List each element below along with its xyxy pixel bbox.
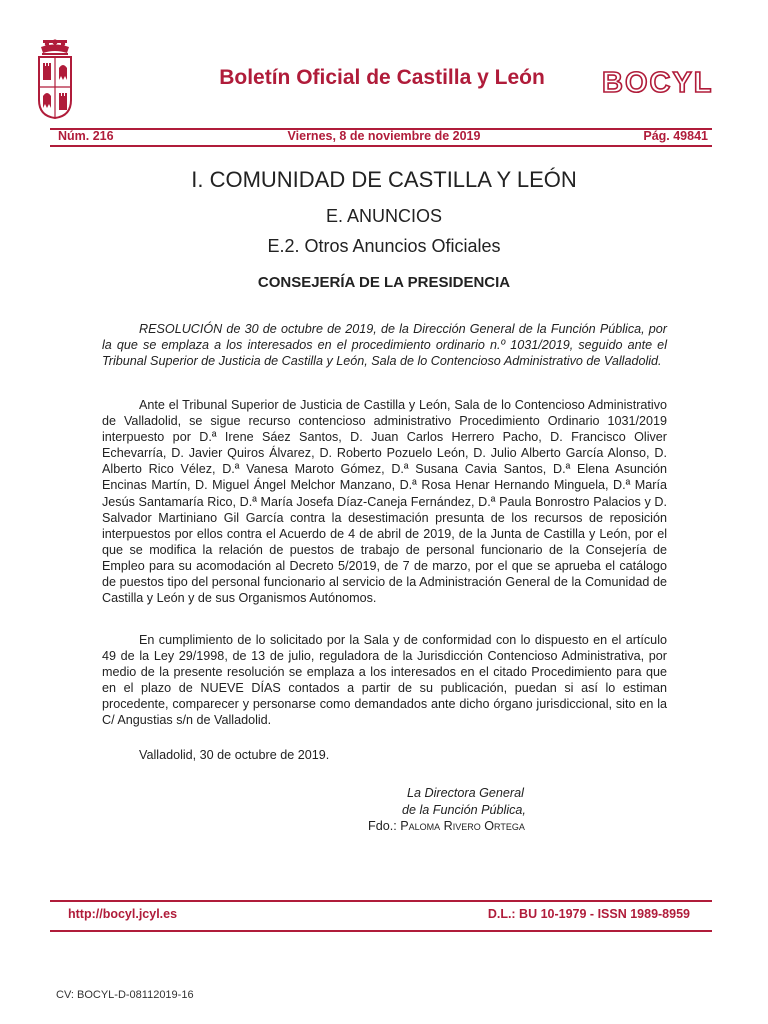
place-date: Valladolid, 30 de octubre de 2019. <box>139 748 330 762</box>
footer-legal-deposit: D.L.: BU 10-1979 - ISSN 1989-8959 <box>487 907 690 921</box>
signatory-role-line-1: La Directora General <box>407 786 524 800</box>
body-paragraph-1: Ante el Tribunal Superior de Justicia de Castilla y León, Sala de lo Contencioso Administrativo de Valladolid, se sigue recurso contencioso administrativo Procedimiento Ordinario 1031/2019 interpuesto por D.ª Irene Sáez Santos, D. Juan Carlos Herrero Pacho, D. Francisco Oliver Echevarría, D. Javier Quiros Álvarez, D. Roberto Pozuelo León, D. Julio Alberto García Alonso, D. Alberto Rico Vélez, D.ª Vanesa Maroto Gómez, D.ª Susana Cavia Santos, D.ª Elena Asunción Encinas Martín, D. Miguel Ángel Melchor Manzano, D.ª Rosa Henar Hernando Minguela, D.ª María Jesús Santamaría Rico, D.ª María Josefa Díaz-Caneja Fernández, D.ª Paula Bonrostro Palacios y D. Salvador Martiniano Gil García contra la desestimación presunta de los recursos de reposición interpuestos por ellos contra el Acuerdo de 4 de abril de 2019, de la Junta de Castilla y León, por el que se modifica la relación de puestos de trabajo de personal funcionario de la Consejería de Empleo para su acomodación al Decreto 5/2019, de 7 de marzo, por el que se aprueba el catálogo de puestos tipo del personal funcionario al servicio de la Administración General de la Comunidad de Castilla y León y de sus Organismos Autónomos. <box>102 398 667 606</box>
section-heading: I. COMUNIDAD DE CASTILLA Y LEÓN <box>191 167 577 192</box>
issue-date: Viernes, 8 de noviembre de 2019 <box>287 129 481 143</box>
signatory-name: Paloma Rivero Ortega <box>400 819 525 833</box>
subsection-heading: E. ANUNCIOS <box>325 206 443 226</box>
signature-prefix: Fdo.: <box>368 819 397 833</box>
signatory-name-line <box>360 818 620 835</box>
subsubsection-heading: E.2. Otros Anuncios Oficiales <box>267 236 501 256</box>
signatory-role-line-2: de la Función Pública, <box>402 802 526 817</box>
bocyl-logo-text: BOCYL <box>602 67 714 99</box>
organ-heading: CONSEJERÍA DE LA PRESIDENCIA <box>257 274 511 291</box>
issue-number: Núm. 216 <box>58 129 114 143</box>
page-number: Pág. 49841 <box>643 129 708 143</box>
header-rule-bottom <box>50 145 712 147</box>
body-paragraph-2: En cumplimiento de lo solicitado por la Sala y de conformidad con lo dispuesto en el artículo 49 de la Ley 29/1998, de 13 de julio, reguladora de la Jurisdicción Contencioso Administrativa, por medio de la presente resolución se emplaza a los interesados en el citado Procedimiento para que en el plazo de NUEVE DÍAS contados a partir de su publicación, puedan si así lo estiman procedente, comparecer y personarse como demandados ante dicho órgano jurisdiccional, sito en la C/ Angustias s/n de Valladolid. <box>102 633 667 728</box>
footer-url-link[interactable]: http://bocyl.jcyl.es <box>68 907 178 921</box>
bulletin-title: Boletín Oficial de Castilla y León <box>219 66 545 89</box>
footer-rule-bottom <box>50 930 712 932</box>
resolution-summary: RESOLUCIÓN de 30 de octubre de 2019, de la Dirección General de la Función Pública, por la que se emplaza a los interesados en el procedimiento ordinario n.º 1031/2019, seguido ante el Tribunal Superior de Justicia de Castilla y León, Sala de lo Contencioso Administrativo de Valladolid. <box>102 322 667 369</box>
signature-block <box>360 785 620 835</box>
bocyl-logo <box>600 64 730 100</box>
verification-code: CV: BOCYL-D-08112019-16 <box>56 989 194 1001</box>
footer-rule <box>50 900 712 902</box>
